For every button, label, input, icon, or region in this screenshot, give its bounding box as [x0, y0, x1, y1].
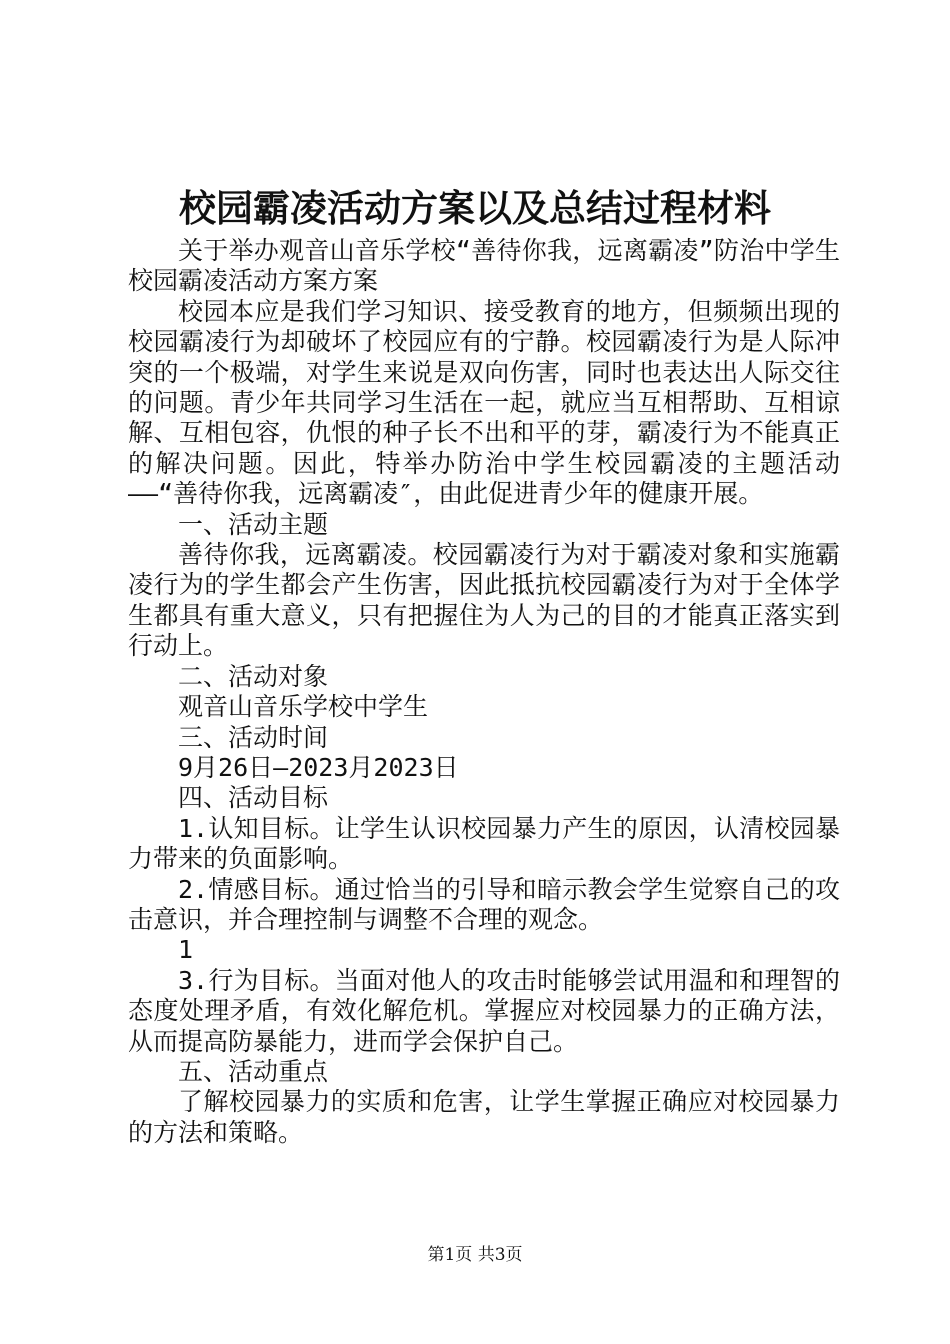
page-footer: 第1页 共3页	[427, 1245, 523, 1265]
subtitle-paragraph: 关于举办观音山音乐学校“善待你我，远离霸凌”防治中学生校园霸凌活动方案方案	[128, 236, 840, 296]
focus-paragraph: 了解校园暴力的实质和危害，让学生掌握正确应对校园暴力的方法和策略。	[128, 1087, 840, 1147]
audience-paragraph: 观音山音乐学校中学生	[178, 692, 429, 722]
goal-emotional-paragraph: 2.情感目标。通过恰当的引导和暗示教会学生觉察自己的攻击意识，并合理控制与调整不合理的观念。	[128, 874, 840, 934]
section-heading-audience: 二、活动对象	[178, 661, 329, 691]
goal-behavior-paragraph: 3.行为目标。当面对他人的攻击时能够尝试用温和和理智的态度处理矛盾，有效化解危机。掌握应对校园暴力的正确方法，从而提高防暴能力，进而学会保护自己。	[128, 965, 840, 1056]
section-heading-theme: 一、活动主题	[178, 509, 329, 539]
time-paragraph: 9月26日—2023月2023日	[178, 752, 459, 782]
section-heading-goals: 四、活动目标	[178, 783, 329, 813]
theme-paragraph: 善待你我，远离霸凌。校园霸凌行为对于霸凌对象和实施霸凌行为的学生都会产生伤害，因此抵抗校园霸凌行为对于全体学生都具有重大意义，只有把握住为人为己的目的才能真正落实到行动上。	[128, 540, 840, 661]
section-heading-focus: 五、活动重点	[178, 1056, 329, 1086]
inline-page-number: 1	[178, 935, 194, 965]
section-heading-time: 三、活动时间	[178, 722, 329, 752]
document-body	[128, 236, 840, 1148]
document-title: 校园霸凌活动方案以及总结过程材料	[179, 186, 771, 230]
intro-paragraph: 校园本应是我们学习知识、接受教育的地方，但频频出现的校园霸凌行为却破坏了校园应有的宁静。校园霸凌行为是人际冲突的一个极端，对学生来说是双向伤害，同时也表达出人际交往的问题。青少年共同学习生活在一起，就应当互相帮助、互相谅解、互相包容，仇恨的种子长不出和平的芽，霸凌行为不能真正的解决问题。因此，特举办防治中学生校园霸凌的主题活动——“善待你我，远离霸凌″，由此促进青少年的健康开展。	[128, 296, 840, 509]
goal-cognitive-paragraph: 1.认知目标。让学生认识校园暴力产生的原因，认清校园暴力带来的负面影响。	[128, 813, 840, 874]
